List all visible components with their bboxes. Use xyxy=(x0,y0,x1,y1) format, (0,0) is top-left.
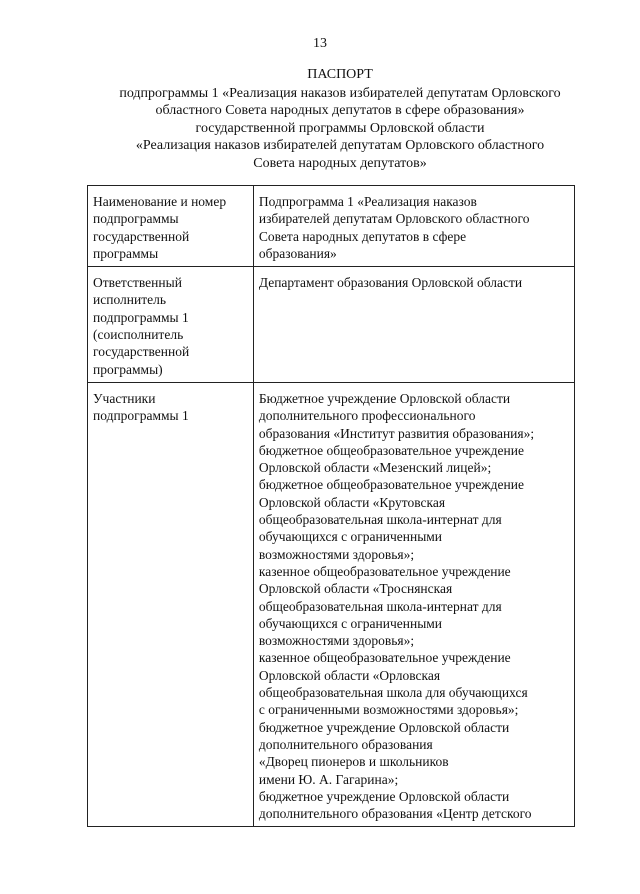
cell-line: дополнительного образования xyxy=(258,736,433,752)
cell-line: бюджетное учреждение Орловской области xyxy=(258,788,510,804)
cell-line: общеобразовательная школа для обучающихся xyxy=(258,685,528,701)
cell-line: государственной xyxy=(93,228,190,244)
cell-line: имени Ю. А. Гагарина»; xyxy=(258,771,399,787)
cell-line: Департамент образования Орловской области xyxy=(258,275,523,291)
cell-line: Наименование и номер xyxy=(93,194,227,209)
cell-line: исполнитель xyxy=(93,292,166,308)
heading-line: «Реализация наказов избирателей депутатам Орловского областного xyxy=(135,138,545,153)
heading-line: подпрограммы 1 «Реализация наказов избирателей депутатам Орловского xyxy=(119,85,561,101)
cell-line: образования «Институт развития образования»; xyxy=(258,425,535,441)
page-number: 13 xyxy=(313,36,327,51)
cell-line: подпрограммы xyxy=(93,211,179,227)
cell-line: Орловской области «Орловская xyxy=(258,667,441,683)
row-label-cell xyxy=(88,267,254,383)
table-row xyxy=(88,267,575,383)
heading-line: Совета народных депутатов» xyxy=(253,155,427,171)
cell-line: бюджетное учреждение Орловской области xyxy=(258,719,510,735)
cell-line: (соисполнитель xyxy=(93,327,184,343)
cell-line: Подпрограмма 1 «Реализация наказов xyxy=(258,194,477,209)
cell-line: «Дворец пионеров и школьников xyxy=(258,754,449,770)
cell-line: общеобразовательная школа-интернат для xyxy=(258,598,502,614)
cell-line: с ограниченными возможностями здоровья»; xyxy=(258,702,519,718)
cell-line: подпрограммы 1 xyxy=(93,309,189,325)
cell-line: Ответственный xyxy=(93,275,182,291)
cell-line: Орловской области «Троснянская xyxy=(258,581,453,597)
passport-table xyxy=(87,185,575,827)
cell-line: образования» xyxy=(258,245,337,261)
row-value-cell xyxy=(253,382,574,826)
cell-line: бюджетное общеобразовательное учреждение xyxy=(258,442,524,458)
heading-line: областного Совета народных депутатов в сфере образования» xyxy=(155,103,525,118)
document-title: ПАСПОРТ xyxy=(307,67,373,82)
cell-line: Участники xyxy=(93,390,156,406)
cell-line: Бюджетное учреждение Орловской области xyxy=(258,390,511,406)
row-value-cell xyxy=(253,186,574,267)
cell-line: обучающихся с ограниченными xyxy=(258,529,443,545)
cell-line: возможностями здоровья»; xyxy=(258,633,415,649)
table-row xyxy=(88,186,575,267)
cell-line: подпрограммы 1 xyxy=(93,408,189,424)
cell-line: обучающихся с ограниченными xyxy=(258,615,443,631)
cell-line: казенное общеобразовательное учреждение xyxy=(258,650,511,666)
cell-line: дополнительного образования «Центр детского xyxy=(258,806,532,822)
row-label-cell xyxy=(88,382,254,826)
row-label-cell xyxy=(88,186,254,267)
cell-line: программы xyxy=(93,245,159,261)
cell-line: Орловской области «Крутовская xyxy=(258,494,446,510)
cell-line: возможностями здоровья»; xyxy=(258,546,415,562)
row-value-cell xyxy=(253,267,574,383)
cell-line: общеобразовательная школа-интернат для xyxy=(258,512,502,528)
cell-line: государственной xyxy=(93,344,190,360)
cell-line: Совета народных депутатов в сфере xyxy=(258,228,467,244)
cell-line: бюджетное общеобразовательное учреждение xyxy=(258,477,524,493)
heading-line: государственной программы Орловской области xyxy=(195,120,485,136)
document-heading xyxy=(90,66,590,172)
table-row xyxy=(88,382,575,826)
cell-line: Орловской области «Мезенский лицей»; xyxy=(258,460,492,476)
cell-line: избирателей депутатам Орловского областного xyxy=(258,211,530,227)
cell-line: казенное общеобразовательное учреждение xyxy=(258,563,511,579)
cell-line: дополнительного профессионального xyxy=(258,408,476,424)
cell-line: программы) xyxy=(93,361,163,377)
